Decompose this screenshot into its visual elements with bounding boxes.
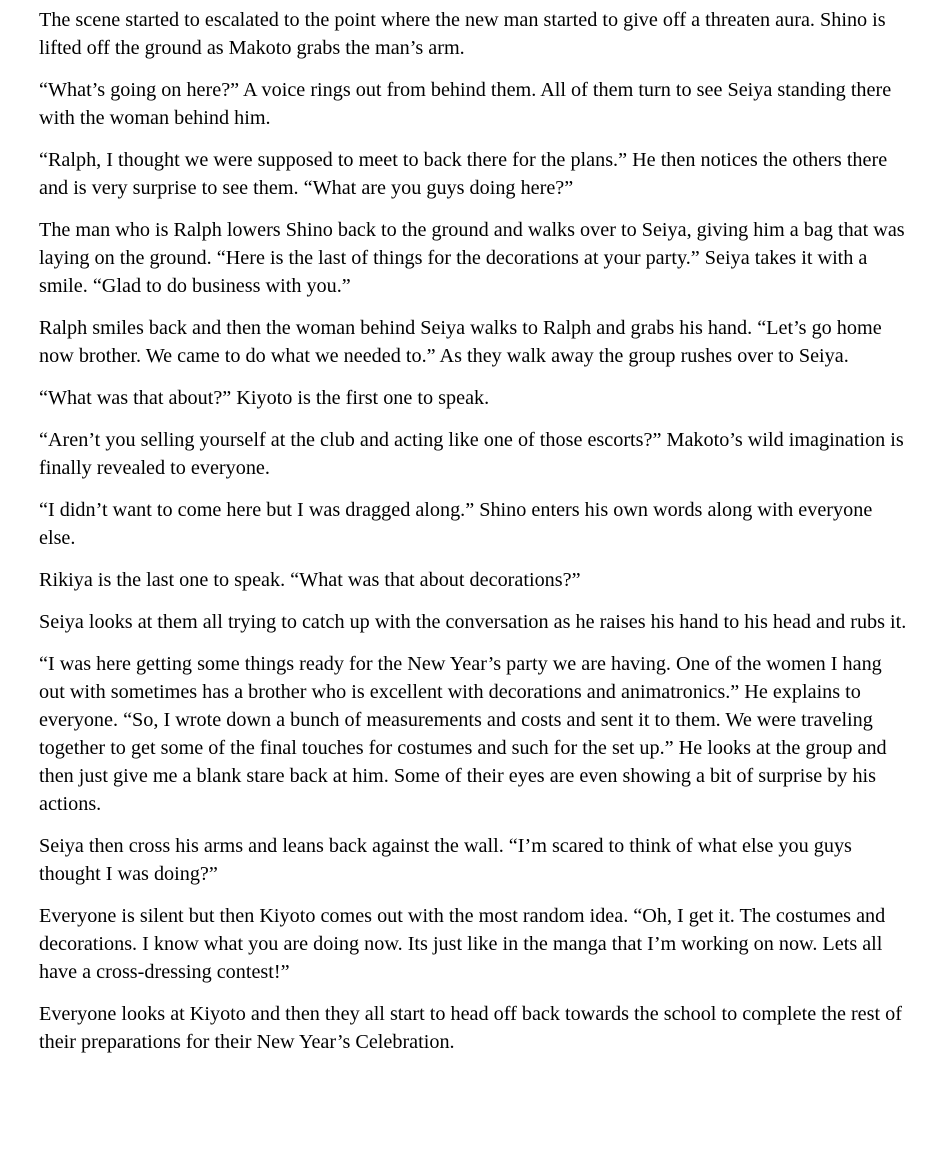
- paragraph-11: “I was here getting some things ready for the New Year’s party we are having. One of the women I hang out with sometimes has a brother who is excellent with decorations and animatronics.” He explains to everyone. “So, I wrote down a bunch of measurements and costs and sent it to them. We were traveling together to get some of the final touches for costumes and such for the set up.” He looks at the group and then just give me a blank stare back at him. Some of their eyes are even showing a bit of surprise by his actions.: [39, 653, 887, 815]
- paragraph-14: Everyone looks at Kiyoto and then they all start to head off back towards the school to complete the rest of their preparations for their New Year’s Celebration.: [39, 1003, 902, 1053]
- paragraph-13: Everyone is silent but then Kiyoto comes out with the most random idea. “Oh, I get it. The costumes and decorations. I know what you are doing now. Its just like in the manga that I’m working on now. Lets all have a cross-dressing contest!”: [39, 905, 886, 983]
- paragraph-9: Rikiya is the last one to speak. “What was that about decorations?”: [39, 569, 581, 591]
- paragraph-8: “I didn’t want to come here but I was dragged along.” Shino enters his own words along with everyone else.: [39, 499, 873, 549]
- paragraph-4: The man who is Ralph lowers Shino back to the ground and walks over to Seiya, giving him a bag that was laying on the ground. “Here is the last of things for the decorations at your party.” Seiya takes it with a smile. “Glad to do business with you.”: [39, 219, 905, 297]
- paragraph-10: Seiya looks at them all trying to catch up with the conversation as he raises his hand to his head and rubs it.: [39, 611, 907, 633]
- paragraph-7: “Aren’t you selling yourself at the club and acting like one of those escorts?” Makoto’s wild imagination is finally revealed to everyone.: [39, 429, 904, 479]
- paragraph-5: Ralph smiles back and then the woman behind Seiya walks to Ralph and grabs his hand. “Let’s go home now brother. We came to do what we needed to.” As they walk away the group rushes over to Seiya.: [39, 317, 882, 367]
- paragraph-1: The scene started to escalated to the point where the new man started to give off a threaten aura. Shino is lifted off the ground as Makoto grabs the man’s arm.: [39, 9, 886, 59]
- paragraph-2: “What’s going on here?” A voice rings out from behind them. All of them turn to see Seiya standing there with the woman behind him.: [39, 79, 892, 129]
- document-page: [39, 6, 911, 1070]
- paragraph-6: “What was that about?” Kiyoto is the first one to speak.: [39, 387, 490, 409]
- paragraph-3: “Ralph, I thought we were supposed to meet to back there for the plans.” He then notices the others there and is very surprise to see them. “What are you guys doing here?”: [39, 149, 888, 199]
- paragraph-12: Seiya then cross his arms and leans back against the wall. “I’m scared to think of what else you guys thought I was doing?”: [39, 835, 852, 885]
